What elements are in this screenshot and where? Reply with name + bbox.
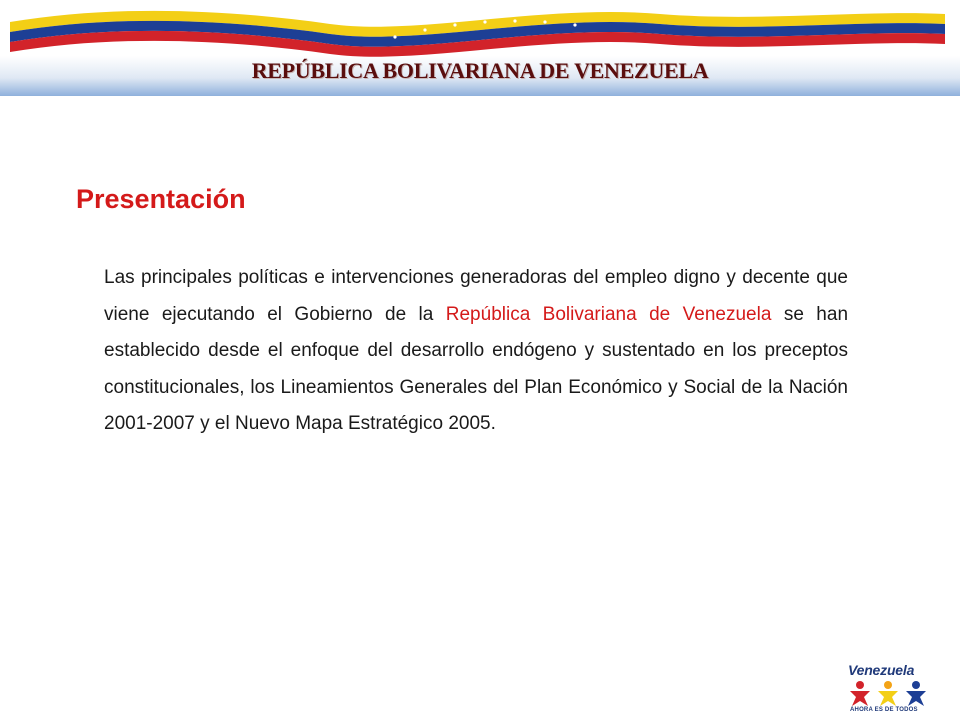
logo-tagline: AHORA ES DE TODOS (850, 707, 918, 713)
people-figures-icon (846, 679, 930, 707)
slide-title: Presentación (76, 184, 246, 214)
venezuela-logo (842, 662, 932, 718)
header-banner (0, 0, 960, 96)
logo-word: Venezuela (848, 662, 915, 678)
body-paragraph (104, 260, 848, 443)
paragraph-highlight: República Bolivariana de Venezuela (445, 303, 772, 325)
header-title: REPÚBLICA BOLIVARIANA DE VENEZUELA (251, 58, 709, 83)
paragraph-text-part1: Las principales políticas e intervenciones generadoras del empleo digno y decente que viene ejecutando el Gobierno de la (104, 267, 848, 325)
paragraph-text-part2: se han establecido desde el enfoque del desarrollo endógeno y sustentado en los preceptos constitucionales, los Lineamientos Generales del Plan Económico y Social de la Nación 2001-2007 y el Nuevo Mapa Estratégico 2005. (104, 303, 849, 434)
